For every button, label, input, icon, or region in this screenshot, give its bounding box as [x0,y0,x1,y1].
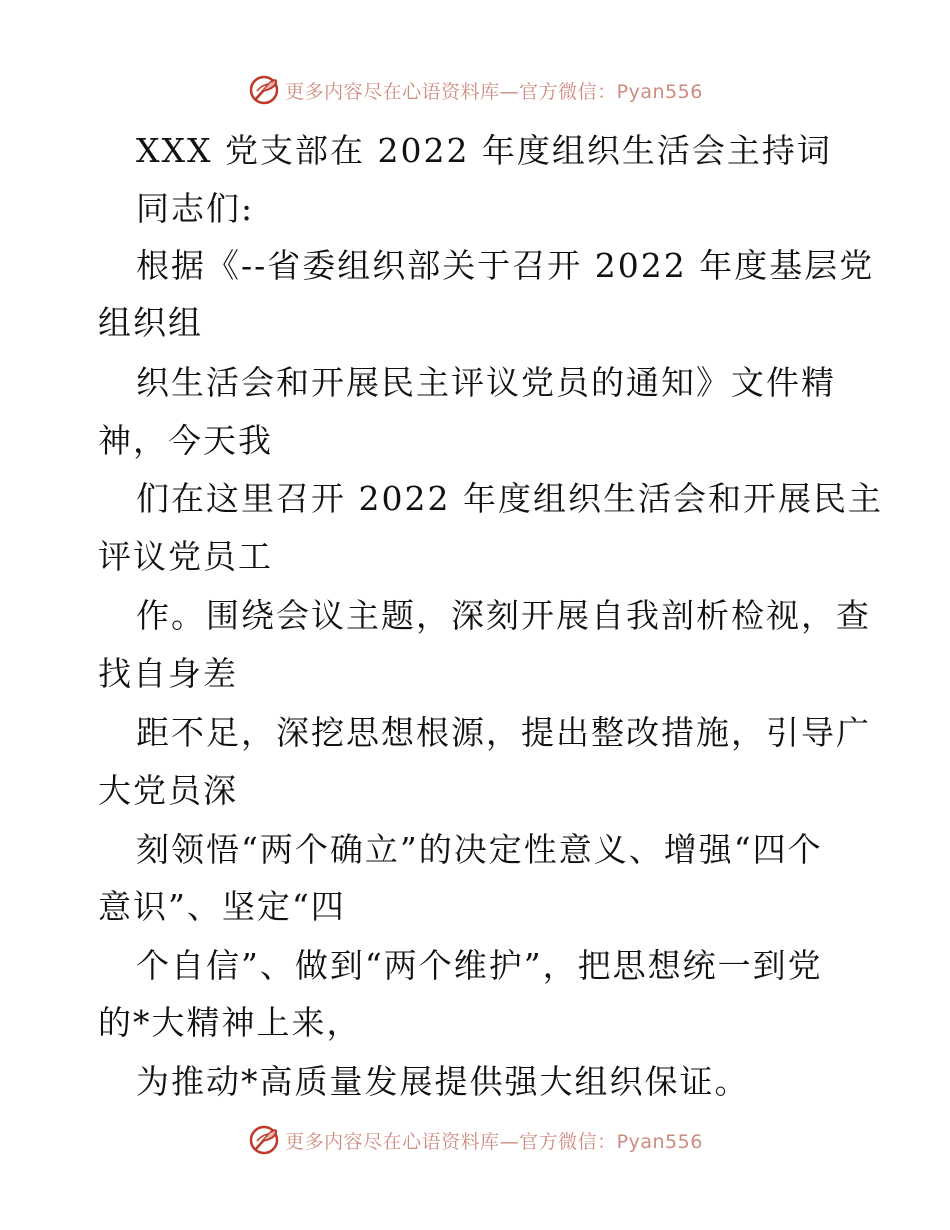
paragraph-line: 大党员深 [98,771,238,810]
paragraph-line: 个自信”、做到“两个维护”，把思想统一到党 [136,946,823,985]
paragraph-line: 刻领悟“两个确立”的决定性意义、增强“四个 [136,830,823,869]
paragraph-line: 神，今天我 [98,421,273,460]
paragraph-line: 作。围绕会议主题，深刻开展自我剖析检视，查 [136,596,871,635]
watermark-text: 更多内容尽在心语资料库—官方微信：Pyan556 [285,1130,703,1153]
paragraph-line: 的*大精神上来， [98,1003,362,1042]
paragraph-line: 组织组 [98,303,203,342]
feather-pen-circle-icon [247,1123,281,1157]
watermark-text: 更多内容尽在心语资料库—官方微信：Pyan556 [285,80,703,103]
footer-watermark [0,1120,950,1160]
paragraph-line: 根据《--省委组织部关于召开 2022 年度基层党 [136,246,875,285]
salutation: 同志们: [136,189,255,228]
document-title: XXX 党支部在 2022 年度组织生活会主持词 [136,131,832,170]
feather-pen-circle-icon [247,73,281,107]
paragraph-line: 距不足，深挖思想根源，提出整改措施，引导广 [136,713,871,752]
paragraph-line: 织生活会和开展民主评议党员的通知》文件精 [136,363,836,402]
paragraph-line: 为推动*高质量发展提供强大组织保证。 [136,1062,750,1101]
paragraph-line: 找自身差 [98,654,238,693]
paragraph-line: 们在这里召开 2022 年度组织生活会和开展民主 [136,479,883,518]
header-watermark [0,70,950,110]
paragraph-line: 意识”、坚定“四 [98,887,346,926]
paragraph-line: 评议党员工 [98,537,273,576]
